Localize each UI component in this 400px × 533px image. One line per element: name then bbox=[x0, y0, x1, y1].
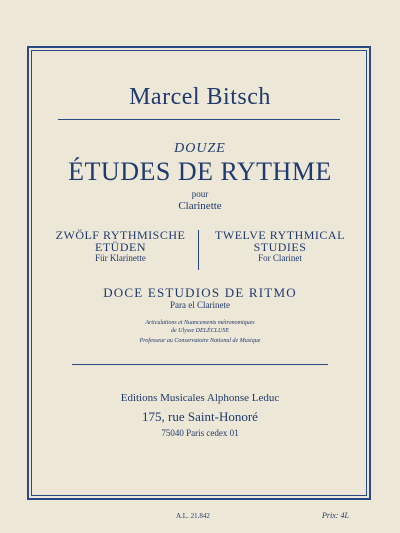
german-title-line2: ETÜDEN bbox=[95, 240, 146, 254]
spanish-subtitle: Para el Clarinete bbox=[170, 300, 230, 310]
price-code: Prix: 4L bbox=[322, 511, 349, 520]
english-title-line3: For Clarinet bbox=[258, 253, 302, 263]
pour-text: pour bbox=[191, 189, 209, 199]
credit-line3: Professeur au Conservatoire National de Musique bbox=[139, 338, 261, 344]
spanish-title: DOCE ESTUDIOS DE RITMO bbox=[103, 285, 297, 300]
main-title: ÉTUDES DE RYTHME bbox=[68, 157, 332, 186]
german-title-line3: Für Klarinette bbox=[95, 253, 146, 263]
english-title-line2: STUDIES bbox=[253, 240, 307, 254]
english-title-block bbox=[210, 229, 350, 264]
credit-line1: Articulations et Nuancements métronomiques bbox=[145, 320, 255, 326]
instrument-name: Clarinette bbox=[178, 200, 222, 212]
german-title-line1: ZWÖLF RYTHMISCHE bbox=[55, 228, 186, 242]
top-divider-rule bbox=[58, 119, 340, 120]
title-top: DOUZE bbox=[174, 141, 226, 156]
composer-name: Marcel Bitsch bbox=[129, 84, 271, 110]
publisher-city: 75040 Paris cedex 01 bbox=[161, 428, 239, 438]
credit-line2: de Ulysse DELÉCLUSE bbox=[171, 328, 229, 334]
publisher-address: 175, rue Saint-Honoré bbox=[142, 409, 258, 424]
catalog-number: A.L. 21.842 bbox=[176, 512, 210, 520]
english-title-line1: TWELVE RYTHMICAL bbox=[215, 228, 345, 242]
german-title-block bbox=[53, 229, 188, 264]
publisher-name: Editions Musicales Alphonse Leduc bbox=[120, 392, 280, 404]
bottom-divider-rule bbox=[72, 364, 328, 365]
title-column-divider bbox=[198, 230, 199, 270]
